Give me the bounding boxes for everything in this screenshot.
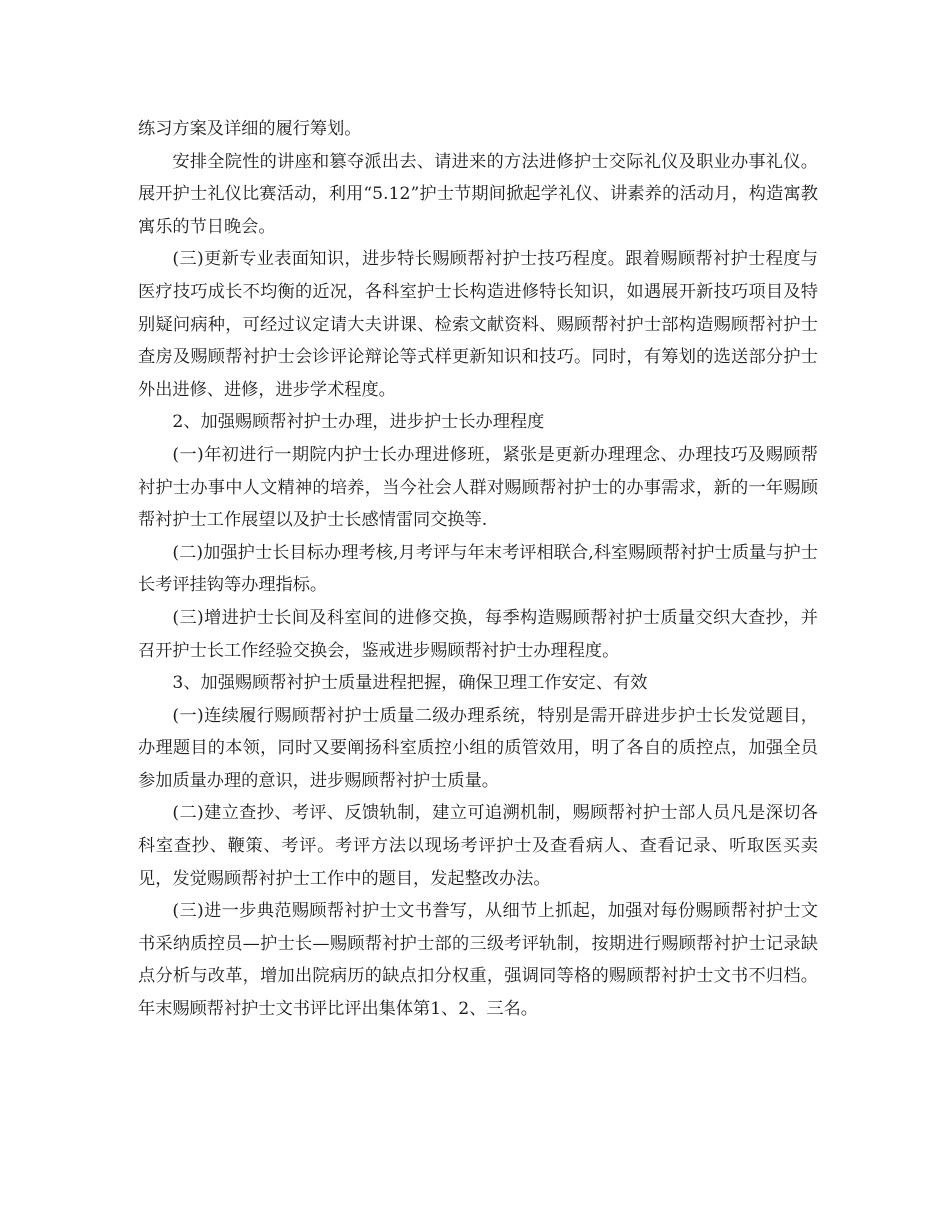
- paragraph-update-knowledge: (三)更新专业表面知识，进步特长赐顾帮衬护士技巧程度。跟着赐顾帮衬护士程度与医疗技巧成长不均衡的近况，各科室护士长构造进修特长知识，如遇展开新技巧项目及特别疑问病种，可经过议定请大夫讲课、检索文献资料、赐顾帮衬护士部构造赐顾帮衬护士查房及赐顾帮衬护士会诊评论辩论等式样更新知识和技巧。同时，有筹划的选送部分护士外出进修、进修，进步学术程度。: [138, 249, 818, 400]
- section-heading-3: 3、加强赐顾帮衬护士质量进程把握，确保卫理工作安定、有效: [172, 673, 648, 694]
- paragraph-target-assessment: (二)加强护士长目标办理考核,月考评与年末考评相联合,科室赐顾帮衬护士质量与护士长考评挂钩等办理指标。: [138, 542, 818, 596]
- document-body: [138, 113, 818, 1026]
- section-heading-2: 2、加强赐顾帮衬护士办理，进步护士长办理程度: [172, 412, 545, 433]
- paragraph-quality-system: (一)连续履行赐顾帮衬护士质量二级办理系统，特别是需开辟进步护士长发觉题目，办理题目的本领，同时又要阐扬科室质控小组的质管效用，明了各自的质控点，加强全员参加质量办理的意识，进步赐顾帮衬护士质量。: [138, 705, 818, 791]
- paragraph-etiquette-training: 安排全院性的讲座和篡夺派出去、请进来的方法进修护士交际礼仪及职业办事礼仪。展开护士礼仪比赛活动，利用“5.12”护士节期间掀起学礼仪、讲素养的活动月，构造寓教寓乐的节日晚会。: [138, 151, 818, 237]
- paragraph-exchange: (三)增进护士长间及科室间的进修交换，每季构造赐顾帮衬护士质量交织大查抄，并召开护士长工作经验交换会，鉴戒进步赐顾帮衬护士办理程度。: [138, 607, 818, 661]
- paragraph-inspection: (二)建立查抄、考评、反馈轨制，建立可追溯机制，赐顾帮衬护士部人员凡是深切各科室查抄、鞭策、考评。考评方法以现场考评护士及查看病人、查看记录、听取医买卖见，发觉赐顾帮衬护士工作中的题目，发起整改办法。: [138, 803, 818, 889]
- paragraph-continuation: 练习方案及详细的履行筹划。: [138, 119, 362, 139]
- paragraph-head-nurse-training: (一)年初进行一期院内护士长办理进修班，紧张是更新办理理念、办理技巧及赐顾帮衬护士办事中人文精神的培养，当今社会人群对赐顾帮衬护士的办事需求，新的一年赐顾帮衬护士工作展望以及护士长感情雷同交换等.: [138, 444, 818, 531]
- paragraph-documents: (三)进一步典范赐顾帮衬护士文书誊写，从细节上抓起，加强对每份赐顾帮衬护士文书采纳质控员—护士长—赐顾帮衬护士部的三级考评轨制，按期进行赐顾帮衬护士记录缺点分析与改革，增加出院病历的缺点扣分权重，强调同等格的赐顾帮衬护士文书不归档。年末赐顾帮衬护士文书评比评出集体第1、2、三名。: [138, 901, 818, 1020]
